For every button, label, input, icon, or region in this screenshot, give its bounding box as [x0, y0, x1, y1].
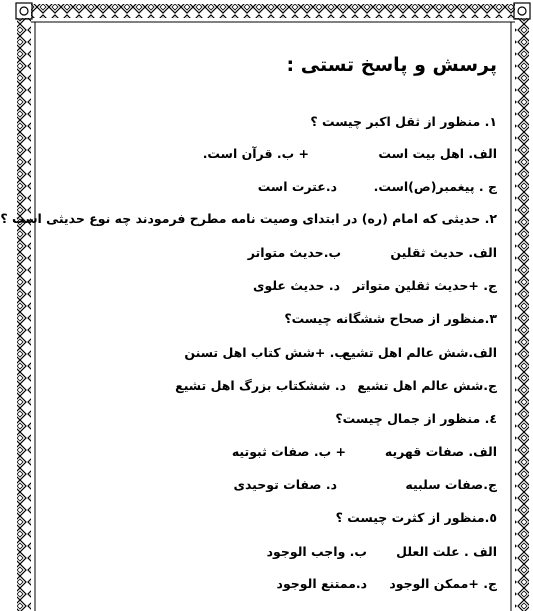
q2-option-d: د. حدیث علوی [253, 278, 340, 293]
question-4: ٤. منظور از جمال چیست؟ [335, 411, 497, 426]
q5-option-a: الف . علت العلل [396, 544, 497, 559]
q5-option-b: ب. واجب الوجود [266, 544, 367, 559]
page-title: پرسش و پاسخ تستی : [286, 54, 497, 76]
q5-option-c: ج. +ممکن الوجود [389, 576, 497, 591]
q3-option-a: الف.شش عالم اهل تشیع [342, 345, 497, 360]
q4-option-a: الف. صفات قهریه [384, 444, 497, 459]
q5-option-d: د.ممتنع الوجود [276, 576, 367, 591]
q2-option-a: الف. حدیث ثقلین [390, 245, 497, 260]
question-3: ۳.منظور از صحاح ششگانه چیست؟ [284, 311, 497, 326]
question-2: ۲. حدیثی که امام (ره) در ابتدای وصیت نامه مطرح فرمودند چه نوع حدیثی است ؟ [0, 211, 497, 226]
q2-option-b: ب.حدیث متواتر [247, 245, 341, 260]
q1-option-c: ج . پیغمبر(ص)است. [373, 179, 497, 194]
q1-option-a: الف. اهل بیت است [378, 146, 497, 161]
q2-option-c: ج. +حدیث ثقلین متواتر [352, 278, 497, 293]
q4-option-c: ج.صفات سلبیه [405, 477, 497, 492]
q1-option-b: + ب. قرآن است. [202, 146, 309, 161]
question-1: ۱. منظور از ثقل اکبر چیست ؟ [310, 114, 497, 129]
quiz-content [0, 48, 497, 611]
question-5: ٥.منظور از کثرت چیست ؟ [335, 510, 497, 525]
q1-option-d: د.عترت است [257, 179, 337, 194]
q4-option-b: + ب. صفات ثبوتیه [231, 444, 346, 459]
q3-option-b: ب. +شش کتاب اهل تسنن [184, 345, 347, 360]
q3-option-d: د. ششکتاب بزرگ اهل تشیع [175, 378, 346, 393]
q3-option-c: ج.شش عالم اهل تشیع [357, 378, 497, 393]
q4-option-d: د. صفات توحیدی [233, 477, 337, 492]
